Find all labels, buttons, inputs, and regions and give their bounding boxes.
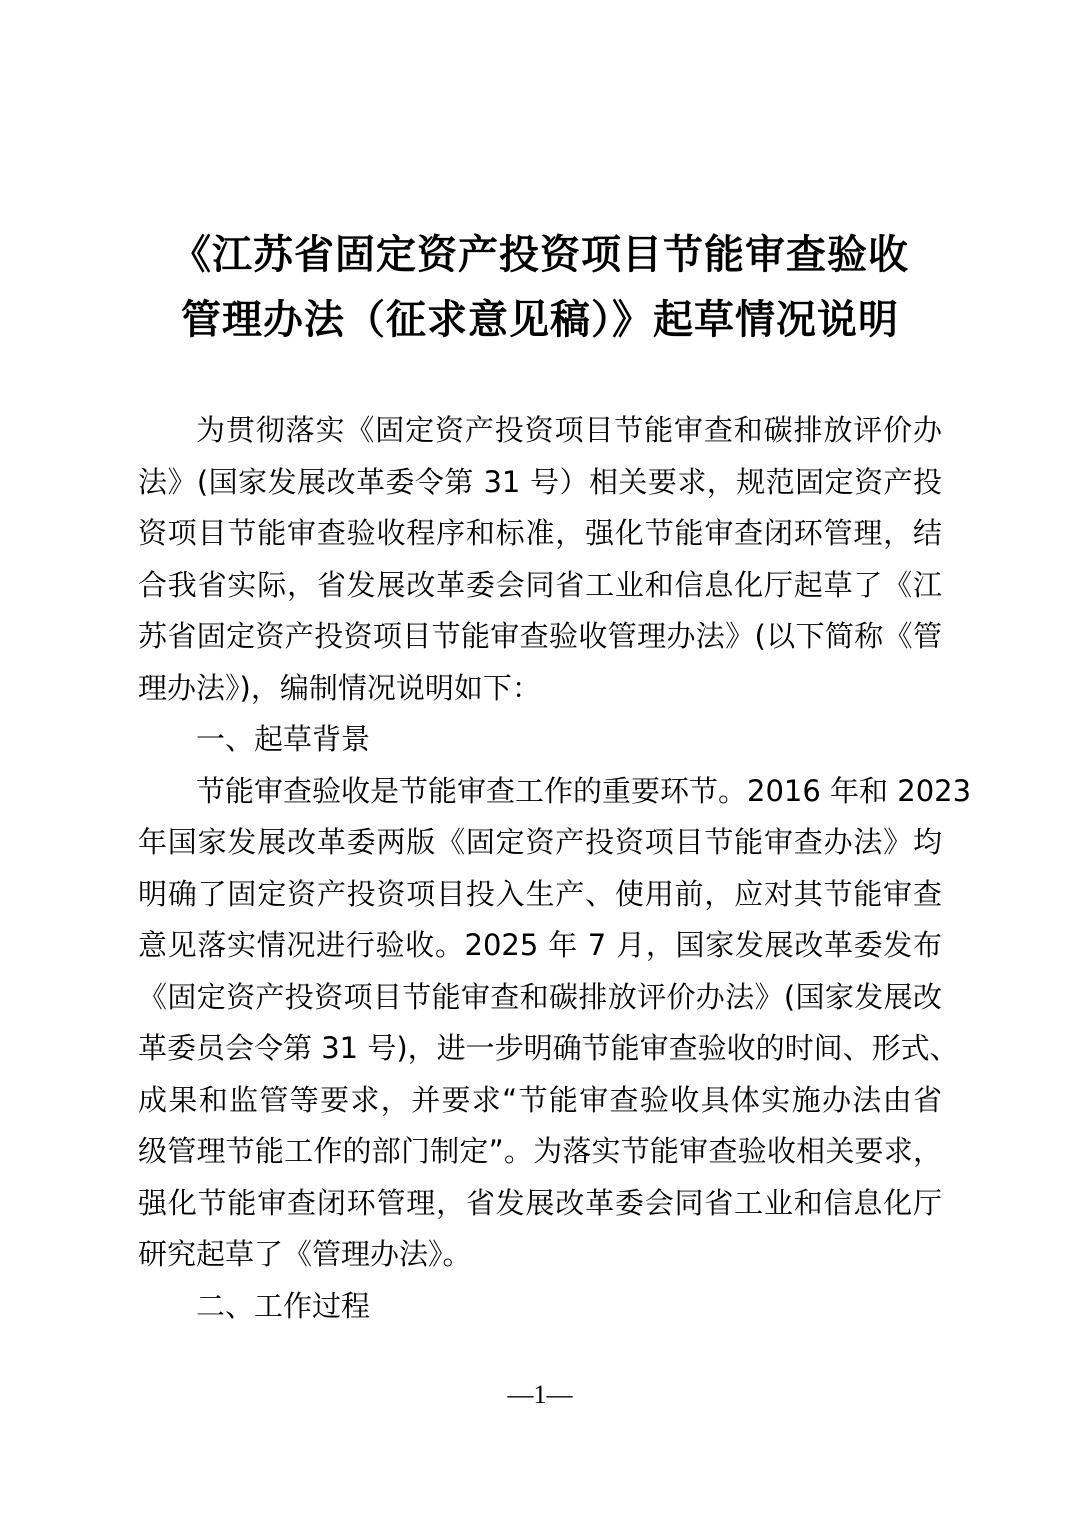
- intro-line: 苏省固定资产投资项目节能审查验收管理办法》(以下简称《管: [138, 619, 942, 653]
- section1-line: 级管理节能工作的部门制定”。为落实节能审查验收相关要求，: [138, 1134, 942, 1168]
- page-number: —1—: [507, 1380, 573, 1409]
- intro-line: 法》(国家发展改革委令第 31 号）相关要求，规范固定资产投: [138, 464, 942, 499]
- section1-line: 《固定资产投资项目节能审查和碳排放评价办法》(国家发展改: [138, 979, 942, 1014]
- section1-line: 强化节能审查闭环管理，省发展改革委会同省工业和信息化厅: [138, 1185, 942, 1220]
- intro-line: 合我省实际，省发展改革委会同省工业和信息化厅起草了《江: [138, 567, 942, 602]
- section1-line: 革委员会令第 31 号)，进一步明确节能审查验收的时间、形式、: [138, 1031, 959, 1065]
- title-line-1: 《江苏省固定资产投资项目节能审查验收: [171, 231, 909, 278]
- section1-line: 年国家发展改革委两版《固定资产投资项目节能审查办法》均: [138, 825, 942, 859]
- intro-line: 理办法》)，编制情况说明如下：: [138, 670, 541, 705]
- section1-line: 成果和监管等要求，并要求“节能审查验收具体实施办法由省: [138, 1082, 942, 1117]
- intro-line: 为贯彻落实《固定资产投资项目节能审查和碳排放评价办: [196, 413, 942, 447]
- section1-line: 研究起草了《管理办法》。: [138, 1237, 472, 1271]
- section1-line: 明确了固定资产投资项目投入生产、使用前，应对其节能审查: [138, 876, 942, 911]
- section-heading-process: 二、工作过程: [196, 1288, 371, 1323]
- section-heading-background: 一、起草背景: [196, 722, 371, 756]
- section1-line: 节能审查验收是节能审查工作的重要环节。2016 年和 2023: [196, 773, 972, 808]
- intro-line: 资项目节能审查验收程序和标准，强化节能审查闭环管理，结: [138, 516, 942, 550]
- section1-line: 意见落实情况进行验收。2025 年 7 月，国家发展改革委发布: [138, 928, 942, 962]
- title-line-2: 管理办法（征求意见稿）》起草情况说明: [181, 296, 899, 343]
- document-body: [138, 405, 972, 1332]
